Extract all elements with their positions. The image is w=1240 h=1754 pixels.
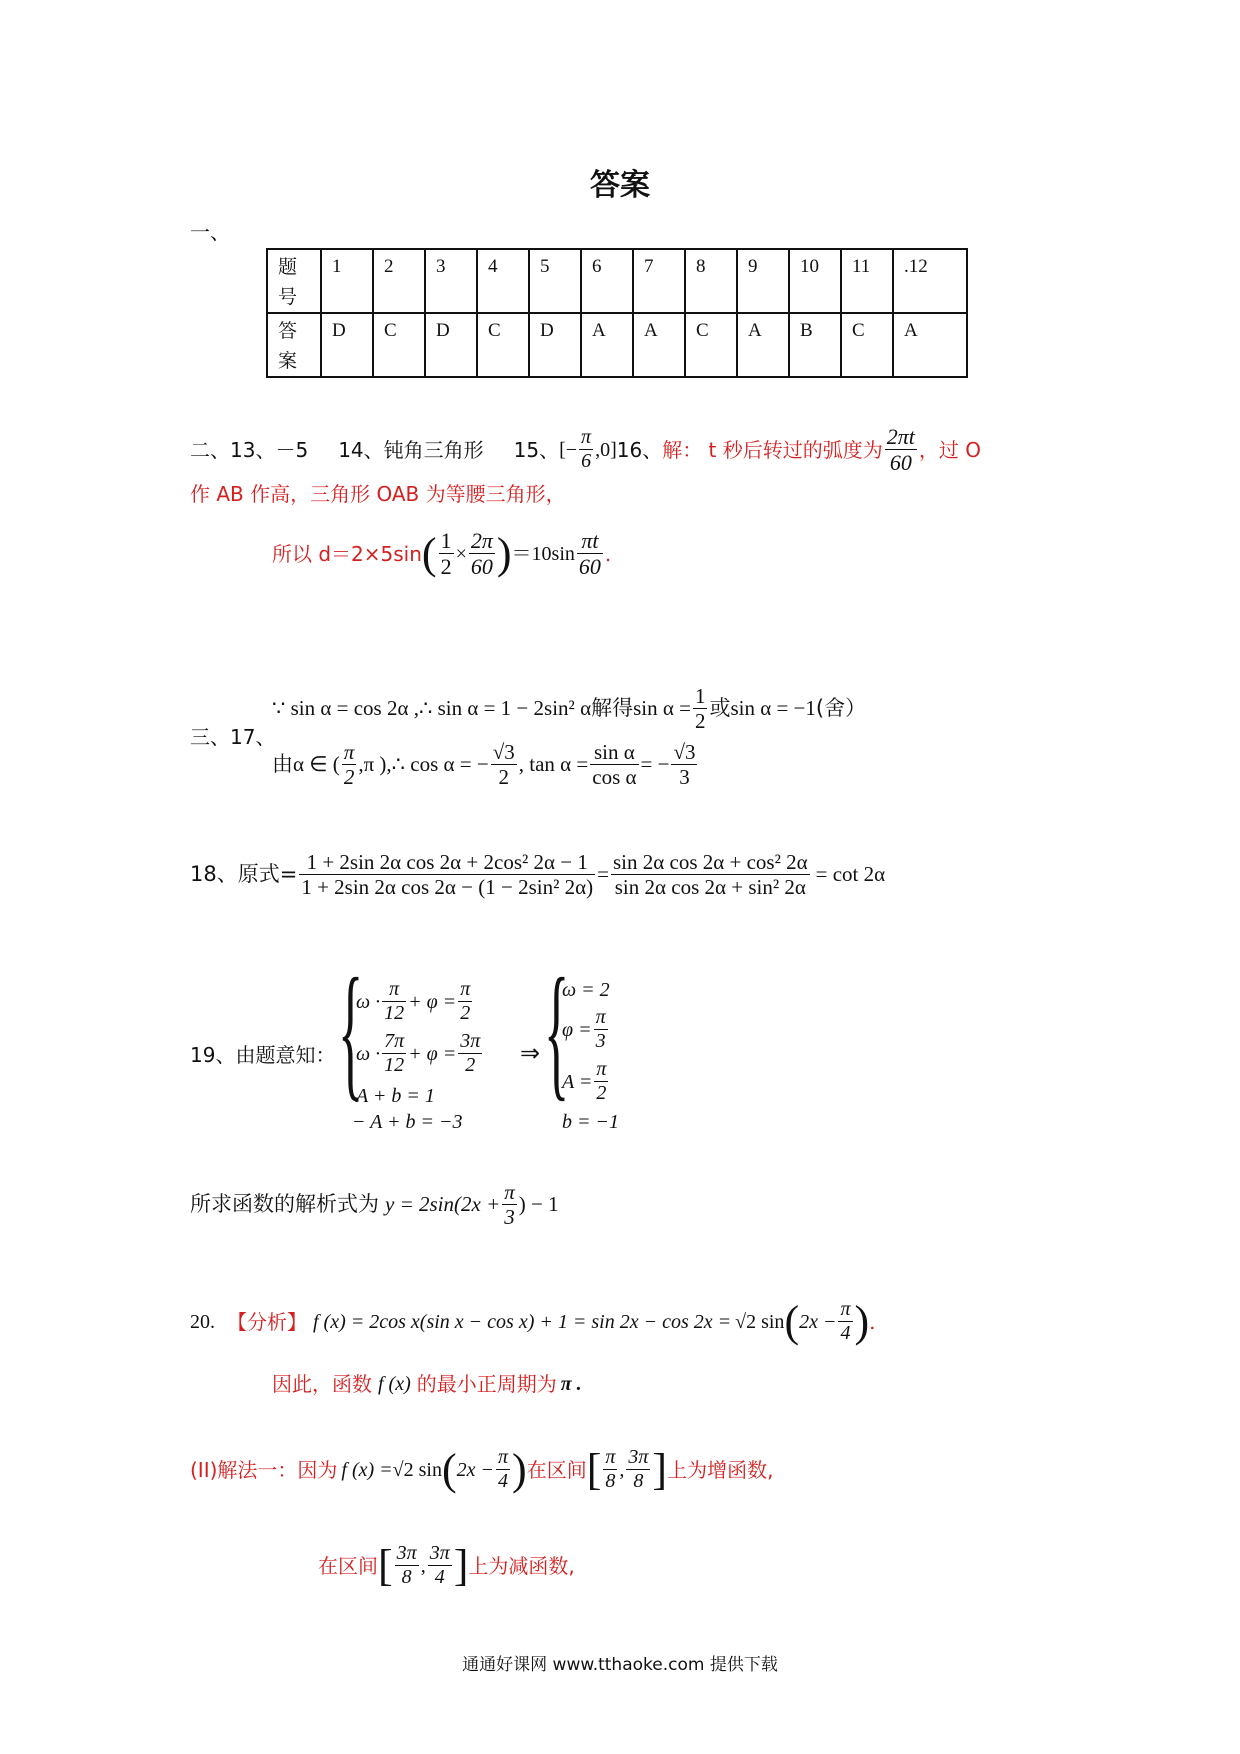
right-paren: ) xyxy=(496,528,512,578)
q20-part2-label: (II)解法一：因为 xyxy=(190,1457,338,1482)
q16-result-den: 60 xyxy=(578,554,601,580)
q19-concl-text: 所求函数的解析式为 xyxy=(190,1192,379,1217)
q16-text1: 解： t 秒后转过的弧度为 xyxy=(662,437,883,462)
q19-r1: ω = 2 xyxy=(562,979,610,1001)
q19-concl-a: y = 2sin(2x + xyxy=(385,1192,501,1217)
q20-part2-in: 2x − xyxy=(456,1458,495,1481)
q15-den: 6 xyxy=(581,450,592,473)
comma: , xyxy=(420,1554,426,1577)
q16-half-den: 2 xyxy=(440,554,452,580)
q19-eq1-a: ω · xyxy=(356,990,381,1013)
table-cell: C xyxy=(685,313,737,377)
q19-concl-den: 3 xyxy=(504,1205,515,1230)
q19-r3-den: 2 xyxy=(596,1082,607,1104)
q20-part2b-text: 在区间 xyxy=(318,1553,378,1578)
q18-num2: sin 2α cos 2α + cos² 2α xyxy=(613,850,808,874)
q20-analysis: 【分析】 xyxy=(227,1309,307,1334)
q16-label: 16、 xyxy=(616,437,663,462)
left-paren: ( xyxy=(421,528,437,578)
q19-r3-frac xyxy=(594,1058,608,1105)
q20-period-fx: f (x) xyxy=(378,1373,411,1395)
q20-period-line xyxy=(272,1374,582,1394)
q16-half-num: 1 xyxy=(440,528,452,553)
q16-arc-den: 60 xyxy=(470,554,493,580)
q19-r2-a: φ = xyxy=(562,1018,592,1041)
q20-expr-b: √2 sin xyxy=(735,1310,785,1333)
q16-arc-num: 2π xyxy=(470,528,493,553)
q16-angle-num: 2πt xyxy=(886,424,915,449)
q16-arc xyxy=(469,528,495,580)
q20-label: 20. xyxy=(190,1310,215,1333)
q20-dec-text: 上为减函数, xyxy=(468,1553,575,1578)
interval2-b-num: 3π xyxy=(429,1542,450,1564)
q17-half-num: 1 xyxy=(694,684,706,708)
q16-result-num: πt xyxy=(577,528,603,554)
q19-system xyxy=(338,948,758,1150)
q19-eq2-b: + φ = xyxy=(408,1042,457,1065)
table-cell: 8 xyxy=(685,249,737,313)
implies-arrow: ⇒ xyxy=(520,1041,541,1067)
table-cell: .12 xyxy=(893,249,967,313)
q19-eq2-den: 12 xyxy=(384,1054,405,1076)
q19-r3-a: A = xyxy=(562,1070,593,1093)
q19-r2-frac xyxy=(594,1006,608,1053)
q18-den1: 1 + 2sin 2α cos 2α − (1 − 2sin² 2α) xyxy=(301,875,594,900)
q19-r2-den: 3 xyxy=(595,1030,606,1052)
right-bracket: ] xyxy=(453,1540,469,1590)
table-cell: 5 xyxy=(529,249,581,313)
table-cell: 11 xyxy=(841,249,893,313)
header-cell-answer-label xyxy=(267,313,321,377)
q16-result xyxy=(577,528,603,580)
table-row-numbers xyxy=(267,249,967,313)
table-cell: 3 xyxy=(425,249,477,313)
q17-pi-den: 2 xyxy=(343,765,355,790)
q18-den2: sin 2α cos 2α + sin² 2α xyxy=(614,875,806,900)
q20-part2-fx: f (x) = xyxy=(341,1458,393,1481)
q19-eq1-b: + φ = xyxy=(408,990,457,1013)
q17-result-den: 3 xyxy=(679,765,690,790)
page-footer: 通通好课网 www.tthaoke.com 提供下载 xyxy=(462,1655,778,1675)
number-label: 题号 xyxy=(278,256,298,308)
table-cell: 7 xyxy=(633,249,685,313)
table-cell: 2 xyxy=(373,249,425,313)
q20-part2-line xyxy=(190,1446,773,1493)
q19-concl-frac xyxy=(502,1180,517,1229)
q20-part2-num: π xyxy=(498,1446,509,1468)
q16-half xyxy=(439,528,454,580)
q15-open: [− xyxy=(559,438,578,461)
q20-period-text2: 的最小正周期为 xyxy=(416,1372,557,1396)
q19-eq1-frac xyxy=(382,978,406,1025)
q17-line1-b: 解得 xyxy=(591,696,634,721)
section-two-prefix: 二、13、 xyxy=(190,437,276,462)
q17-line1-d: 或 xyxy=(709,696,731,721)
q17-tan-num: sin α xyxy=(590,740,638,765)
q20-inc-text: 上为增函数, xyxy=(667,1457,774,1482)
interval1-b xyxy=(626,1446,650,1493)
right-bracket: ] xyxy=(652,1444,668,1494)
interval2-a-num: 3π xyxy=(396,1542,417,1564)
table-cell: A xyxy=(581,313,633,377)
q19-eq1-rden: 2 xyxy=(460,1002,471,1024)
q20-part2-sqrt: √2 sin xyxy=(392,1458,442,1481)
q19-r4: b = −1 xyxy=(562,1111,619,1133)
table-cell: C xyxy=(477,313,529,377)
q17-line2-d: , tan α = xyxy=(518,752,589,777)
q19-eq1-rfrac xyxy=(458,978,472,1025)
left-brace: { xyxy=(338,948,364,1114)
q19-eq1-den: 12 xyxy=(384,1002,405,1024)
q17-result-num: √3 xyxy=(673,740,696,764)
table-cell: A xyxy=(737,313,789,377)
q17-half xyxy=(693,684,708,733)
comma: , xyxy=(619,1458,625,1481)
right-system-brace: { xyxy=(544,948,570,1114)
q19-concl-num: π xyxy=(504,1180,515,1204)
table-cell: B xyxy=(789,313,841,377)
q16-line3 xyxy=(272,528,611,580)
left-bracket: [ xyxy=(586,1444,602,1494)
interval2-b-den: 4 xyxy=(434,1566,445,1588)
q17-line1-f: (舍） xyxy=(815,696,867,721)
q17-cos xyxy=(491,740,517,789)
table-cell: C xyxy=(841,313,893,377)
q17-line1 xyxy=(272,684,866,733)
q17-line2-a: 由 xyxy=(272,752,293,777)
q19-r3 xyxy=(562,1058,610,1105)
q19-eq2 xyxy=(356,1030,484,1077)
q19-concl-b: ) − 1 xyxy=(518,1192,559,1217)
q20-part2-den: 4 xyxy=(498,1470,509,1492)
table-cell: D xyxy=(529,313,581,377)
table-cell: A xyxy=(633,313,685,377)
equals-sign: = xyxy=(597,862,609,887)
q17-line2-b: α ∈ ( xyxy=(293,752,340,777)
q19-eq2-num: 7π xyxy=(384,1030,405,1052)
q15-label: 15、 xyxy=(513,437,560,462)
q16-end: . xyxy=(604,541,612,566)
q19-eq1-rnum: π xyxy=(460,978,471,1000)
table-cell: C xyxy=(373,313,425,377)
q19-eq2-frac xyxy=(382,1030,406,1077)
q19-eq4: − A + b = −3 xyxy=(352,1111,463,1133)
left-bracket: [ xyxy=(378,1540,393,1590)
section-three-label: 三、17、 xyxy=(190,725,276,749)
q19-conclusion xyxy=(190,1180,559,1229)
table-cell: 4 xyxy=(477,249,529,313)
table-cell: 10 xyxy=(789,249,841,313)
q19-eq2-rfrac xyxy=(458,1030,482,1077)
page-title: 答案 xyxy=(590,168,650,203)
q17-line1-a: ∵ sin α = cos 2α ,∴ sin α = 1 − 2sin² α xyxy=(272,696,592,721)
q17-pi-half xyxy=(342,740,357,789)
q15-num: π xyxy=(581,426,592,449)
left-paren: ( xyxy=(441,1444,457,1494)
header-cell-number-label xyxy=(267,249,321,313)
q19-eq2-rden: 2 xyxy=(465,1054,476,1076)
q20-expr-num: π xyxy=(840,1298,851,1320)
q17-line1-c: sin α = xyxy=(633,696,691,721)
q13-answer: －5 xyxy=(275,437,309,462)
table-cell: D xyxy=(425,313,477,377)
q20-part2-frac xyxy=(496,1446,510,1493)
q17-line2-c: ,π ),∴ cos α = − xyxy=(358,752,489,777)
q18-line xyxy=(190,850,885,899)
q19-r2-num: π xyxy=(595,1006,606,1028)
section-one-label: 一、 xyxy=(190,220,230,244)
interval2-a xyxy=(395,1542,419,1589)
interval1-b-num: 3π xyxy=(628,1446,649,1468)
interval1-a-den: 8 xyxy=(605,1470,616,1492)
right-paren: ) xyxy=(512,1444,527,1494)
q16-angle-den: 60 xyxy=(889,450,912,476)
interval2-a-den: 8 xyxy=(401,1566,412,1588)
right-paren: ) xyxy=(854,1296,870,1346)
q20-expr-end: . xyxy=(869,1309,876,1334)
interval1-a-num: π xyxy=(605,1446,616,1468)
q17-result xyxy=(671,740,697,789)
table-row-answers xyxy=(267,313,967,377)
q20-expr-a: f (x) = 2cos x(sin x − cos x) + 1 = sin 2x − cos 2x = xyxy=(313,1310,732,1333)
answer-label: 答案 xyxy=(278,320,298,372)
interval1-a xyxy=(603,1446,617,1493)
q17-cos-num: √3 xyxy=(492,740,515,764)
q18-fraction-1 xyxy=(299,850,595,899)
q19-eq3: A + b = 1 xyxy=(356,1085,435,1107)
q19-label: 19、由题意知： xyxy=(190,1043,336,1067)
q17-half-den: 2 xyxy=(694,709,706,734)
q16-text2: ，过 O xyxy=(918,437,982,462)
interval2-b xyxy=(428,1542,452,1589)
q20-expr-c: 2x − xyxy=(799,1310,837,1333)
q17-line1-e: sin α = −1 xyxy=(730,696,816,721)
times-sign: × xyxy=(455,542,467,565)
q20-period-pi: π . xyxy=(560,1373,582,1395)
left-paren: ( xyxy=(784,1296,800,1346)
interval1-b-den: 8 xyxy=(633,1470,644,1492)
table-cell: A xyxy=(893,313,967,377)
q14-answer: 14、钝角三角形 xyxy=(338,437,484,462)
q18-num1: 1 + 2sin 2α cos 2α + 2cos² 2α − 1 xyxy=(299,850,595,875)
q16-eq: ＝10sin xyxy=(511,542,575,565)
q19-eq1-num: π xyxy=(382,978,406,1002)
q17-line2-e: = − xyxy=(640,752,670,777)
q19-eq2-a: ω · xyxy=(356,1042,381,1065)
q15-fraction xyxy=(579,426,593,473)
table-cell: D xyxy=(321,313,373,377)
q20-expr-den: 4 xyxy=(840,1322,851,1344)
q17-pi-num: π xyxy=(343,740,355,764)
q19-eq1 xyxy=(356,978,474,1025)
q17-tan-den: cos α xyxy=(592,765,637,790)
q18-label: 18、原式= xyxy=(190,862,298,887)
q18-result: = cot 2α xyxy=(815,862,886,887)
q15-close: ,0] xyxy=(595,438,617,461)
section-two-line1 xyxy=(190,424,981,476)
table-cell: 6 xyxy=(581,249,633,313)
q20-part2b-line xyxy=(318,1542,575,1589)
q18-fraction-2 xyxy=(611,850,810,899)
q19-r2 xyxy=(562,1006,610,1053)
q17-tan xyxy=(590,740,638,789)
q20-expr-frac xyxy=(838,1298,852,1345)
q20-line1 xyxy=(190,1298,876,1345)
q17-line2 xyxy=(272,740,699,789)
q20-period-text1: 因此，函数 xyxy=(272,1372,372,1396)
table-cell: 1 xyxy=(321,249,373,313)
q16-line2: 作 AB 作高，三角形 OAB 为等腰三角形， xyxy=(190,482,566,506)
q17-cos-den: 2 xyxy=(498,765,509,790)
q16-line3-prefix: 所以 d＝2×5sin xyxy=(272,541,422,566)
answer-table xyxy=(266,248,968,378)
q20-part2-text: 在区间 xyxy=(526,1457,587,1482)
q16-angle-fraction xyxy=(885,424,917,476)
q19-r3-num: π xyxy=(596,1058,607,1080)
table-cell: 9 xyxy=(737,249,789,313)
q19-eq2-rnum: 3π xyxy=(460,1030,481,1052)
